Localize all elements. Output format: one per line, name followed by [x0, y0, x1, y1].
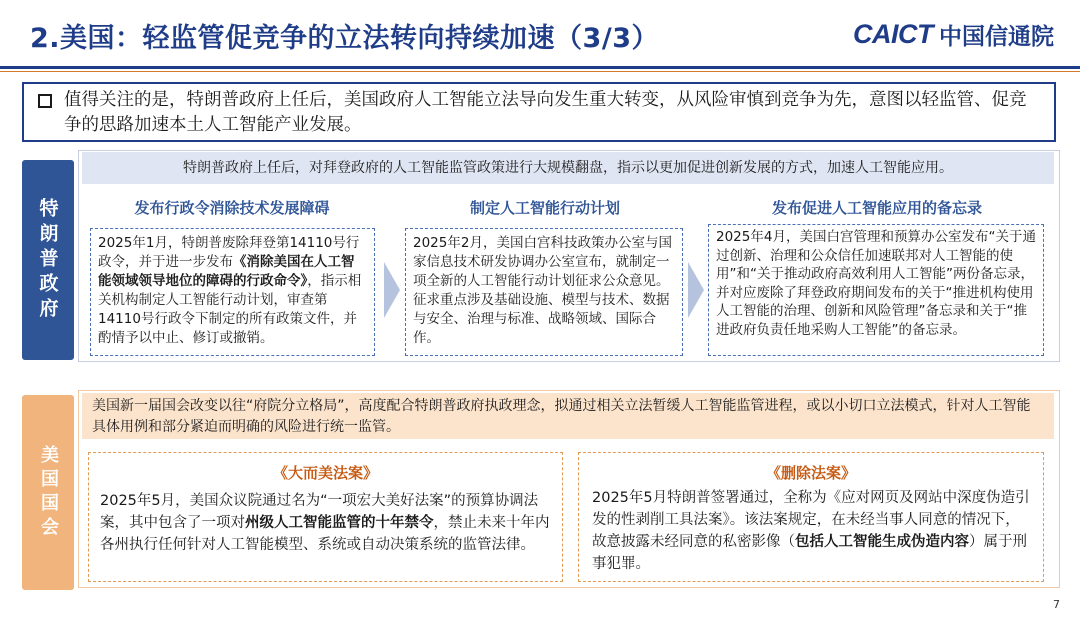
congress-heading-1: 《大而美法案》	[272, 464, 378, 482]
arrow-right-icon	[688, 262, 704, 318]
page-number: 7	[1053, 598, 1060, 611]
gov-card-3-text: 2025年4月，美国白宫管理和预算办公室发布“关于通过创新、治理和公众信任加速联邦对人工智能的使用”和“关于推动政府高效利用人工智能”两份备忘录，并对应废除了拜登政府期间发布的关于“推进机构使用人工智能的治理、创新和风险管理”备忘录和关于“推进政府负责任地采购人工智能”的备忘录。	[716, 229, 1036, 338]
intro-box	[22, 82, 1056, 142]
page-title: 2.美国：轻监管促竞争的立法转向持续加速（3/3）	[30, 23, 659, 54]
gov-heading-2: 制定人工智能行动计划	[469, 199, 620, 217]
congress-card-2-text-c: ）属于刑事犯罪。	[592, 534, 1027, 572]
congress-card-1-emphasis: 州级人工智能监管的十年禁令	[245, 515, 434, 531]
congress-card-1-text-c: ，禁止未来十年内各州执行任何针对人工智能模型、系统或自动决策系统的监管法律。	[100, 515, 550, 553]
gov-heading-3: 发布促进人工智能应用的备忘录	[771, 199, 982, 217]
gov-card-2	[405, 228, 683, 356]
side-label-gov: 特朗普政府	[22, 160, 74, 360]
congress-heading-2: 《删除法案》	[765, 464, 856, 482]
intro-text: 值得关注的是，特朗普政府上任后，美国政府人工智能立法导向发生重大转变，从风险审慎到竞争为先，意图以轻监管、促竞争的思路加速本土人工智能产业发展。	[64, 90, 1027, 135]
logo-zh-text: 中国信通院	[939, 24, 1054, 50]
gov-card-1-text-a: 2025年1月，特朗普废除拜登第14110号行政令，并于进一步发布	[98, 235, 360, 270]
header-rule	[0, 66, 1080, 69]
gov-card-1-emphasis: 《消除美国在人工智能领域领导地位的障碍的行政命令》	[98, 254, 355, 289]
gov-card-3	[708, 224, 1044, 356]
side-label-congress: 美国国会	[22, 395, 74, 590]
gov-card-2-text: 2025年2月，美国白宫科技政策办公室与国家信息技术研发协调办公室宣布，就制定一项全新的人工智能行动计划征求公众意见。征求重点涉及基础设施、模型与技术、数据与安全、治理与标准、战略领域、国际合作。	[413, 235, 672, 346]
caict-logo	[853, 18, 1054, 51]
arrow-right-icon	[384, 262, 400, 318]
congress-card-1-text-a: 2025年5月，美国众议院通过名为“一项宏大美好法案”的预算协调法案，其中包含了一项对	[100, 493, 539, 531]
congress-summary: 美国新一届国会改变以往“府院分立格局”，高度配合特朗普政府执政理念，拟通过相关立法暂缓人工智能监管进程，或以小切口立法模式，针对人工智能具体用例和部分紧迫而明确的风险进行统一监管。	[82, 393, 1054, 439]
congress-card-2-emphasis: 包括人工智能生成伪造内容	[795, 534, 969, 550]
header-rule-accent	[0, 71, 1080, 72]
gov-summary: 特朗普政府上任后，对拜登政府的人工智能监管政策进行大规模翻盘，指示以更加促进创新发展的方式，加速人工智能应用。	[82, 152, 1054, 184]
congress-card-2-text	[592, 487, 1034, 575]
congress-card-1-text	[100, 490, 552, 556]
gov-card-1	[90, 228, 375, 356]
congress-card-2-text-a: 2025年5月特朗普签署通过，全称为《应对网页及网站中深度伪造引发的性剥削工具法案》。该法案规定，在未经当事人同意的情况下，故意披露未经同意的私密影像（	[592, 490, 1030, 550]
square-bullet-icon	[38, 94, 52, 108]
gov-heading-1: 发布行政令消除技术发展障碍	[134, 199, 330, 217]
logo-en-text: CAICT	[853, 19, 933, 49]
gov-card-1-text-c: ，指示相关机构制定人工智能行动计划，审查第14110号行政令下制定的所有政策文件，并酌情予以中止、修订或撤销。	[98, 273, 362, 346]
